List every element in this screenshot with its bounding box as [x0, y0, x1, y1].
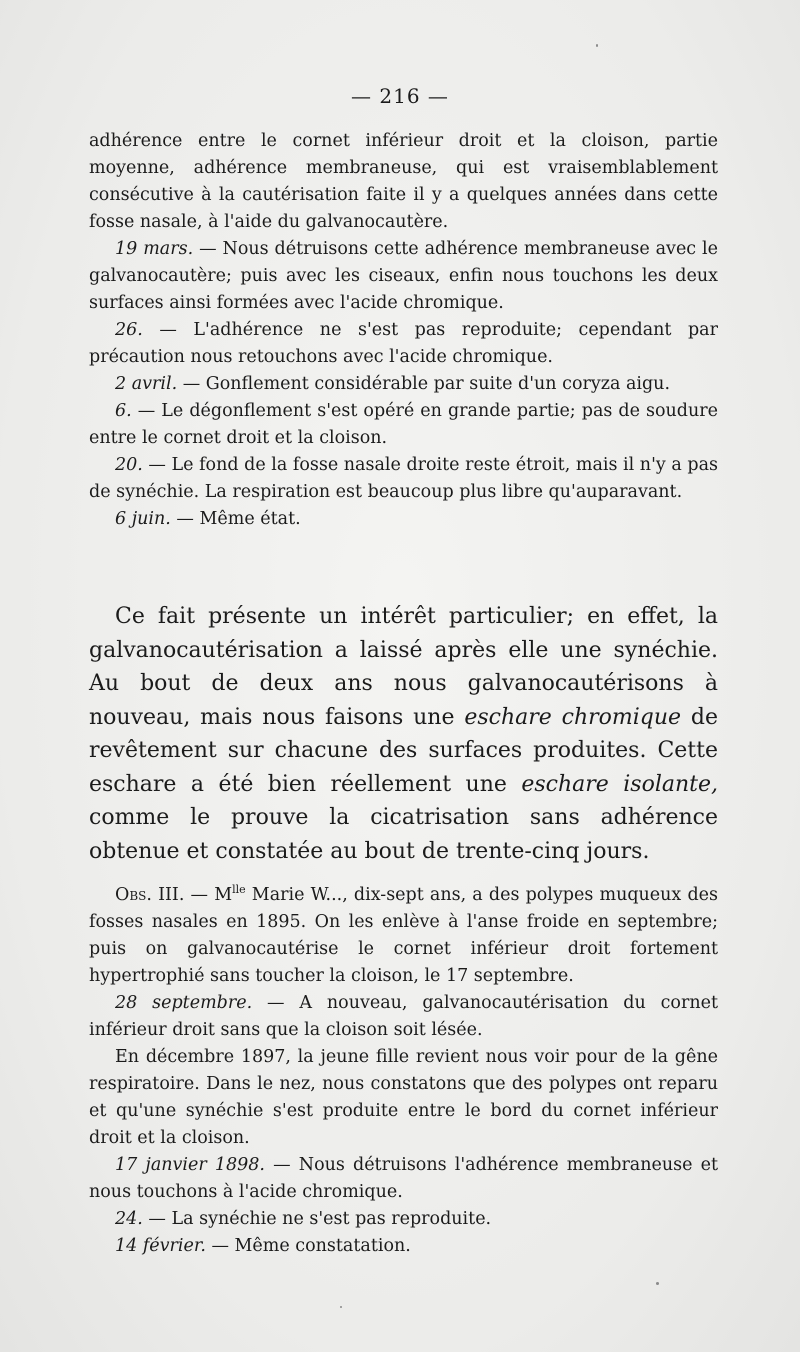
- entry-date: 24.: [115, 1208, 143, 1229]
- entry-text: — Le dégonflement s'est opéré en grande partie; pas de soudure entre le cornet droit et la cloison.: [89, 401, 718, 448]
- entry-text: — L'adhérence ne s'est pas reproduite; cependant par précaution nous retouchons avec l'acide chromique.: [89, 320, 718, 367]
- commentary-text: Ce fait présente un intérêt particulier; en effet, la galvanocautérisation a laissé après elle une synéchie. Au bout de deux ans nous galvanocautérisons à nouveau, mais nous faisons une: [89, 604, 718, 730]
- paper-speck: [340, 1306, 342, 1308]
- entry-text: — Nous détruisons cette adhérence membraneuse avec le galvanocautère; puis avec les ciseaux, enfin nous touchons les deux surfaces ainsi formées avec l'acide chromique.: [89, 239, 718, 313]
- observation-text: Marie W..., dix-sept ans, a des polypes muqueux des fosses nasales en 1895. On les enlève à l'anse froide en septembre; puis on galvanocautérise le cornet inférieur droit fortement hypertrophié sans toucher la cloison, le 17 septembre.: [89, 884, 718, 986]
- commentary-paragraph: [89, 600, 718, 868]
- entry-date: 19 mars.: [115, 239, 194, 259]
- entry-date: 6 juin.: [115, 509, 171, 529]
- dated-entry: [89, 990, 718, 1044]
- entry-text: — La synéchie ne s'est pas reproduite.: [142, 1208, 492, 1229]
- entry-date: 2 avril.: [115, 374, 178, 394]
- entry-text: — Même constatation.: [205, 1235, 411, 1256]
- dated-entry: [89, 1206, 718, 1233]
- entry-text: — Gonflement considérable par suite d'un coryza aigu.: [177, 374, 671, 394]
- paper-speck: [656, 1282, 659, 1285]
- page-number: — 216 —: [351, 84, 449, 108]
- paper-speck: [596, 44, 598, 47]
- dated-entry: [89, 398, 718, 452]
- commentary: [89, 600, 718, 868]
- dated-entry: [89, 317, 718, 371]
- entry-date: 20.: [115, 455, 143, 475]
- dated-entry: [89, 371, 718, 398]
- entry-text: — Nous détruisons l'adhérence membraneuse et nous touchons à l'acide chromique.: [89, 1154, 719, 1202]
- commentary-text: comme le prouve la cicatrisation sans adhérence obtenue et constatée au bout de trente-cinq jours.: [89, 805, 718, 864]
- dated-entry: [89, 1233, 718, 1260]
- entry-date: 28 septembre.: [115, 992, 253, 1013]
- entry-date: 26.: [115, 320, 143, 340]
- observation-label: Obs. III.: [115, 884, 185, 905]
- emphasis: eschare chromique: [464, 704, 682, 730]
- clinical-notes: [89, 128, 718, 533]
- paragraph: [89, 128, 718, 236]
- entry-date: 14 février.: [115, 1235, 206, 1256]
- observation-title-sup: lle: [232, 883, 246, 896]
- paragraph-text: adhérence entre le cornet inférieur droit et la cloison, partie moyenne, adhérence membraneuse, qui est vraisemblablement consécutive à la cautérisation faite il y a quelques années dans cette fosse nasale, à l'aide du galvanocautère.: [89, 131, 718, 232]
- dated-entry: [89, 506, 718, 533]
- entry-text: — Même état.: [170, 509, 301, 529]
- observation-paragraph: [89, 876, 718, 990]
- emphasis: eschare isolante,: [521, 771, 718, 797]
- observation-title-prefix: — M: [184, 884, 233, 905]
- dated-entry: [89, 452, 718, 506]
- paragraph: [89, 1044, 718, 1152]
- commentary-text: de revêtement sur chacune des surfaces produites. Cette eschare a été bien réellement une: [89, 704, 718, 797]
- dated-entry: [89, 236, 718, 317]
- dated-entry: [89, 1152, 718, 1206]
- observation-3: [89, 876, 718, 1260]
- paragraph-text: En décembre 1897, la jeune fille revient nous voir pour de la gêne respiratoire. Dans le nez, nous constatons que des polypes ont reparu et qu'une synéchie s'est produite entre le bord du cornet inférieur droit et la cloison.: [89, 1046, 718, 1148]
- entry-date: 17 janvier 1898.: [115, 1154, 265, 1175]
- entry-text: — A nouveau, galvanocautérisation du cornet inférieur droit sans que la cloison soit lésée.: [89, 992, 718, 1040]
- entry-date: 6.: [115, 401, 132, 421]
- entry-text: — Le fond de la fosse nasale droite reste étroit, mais il n'y a pas de synéchie. La respiration est beaucoup plus libre qu'auparavant.: [89, 455, 718, 502]
